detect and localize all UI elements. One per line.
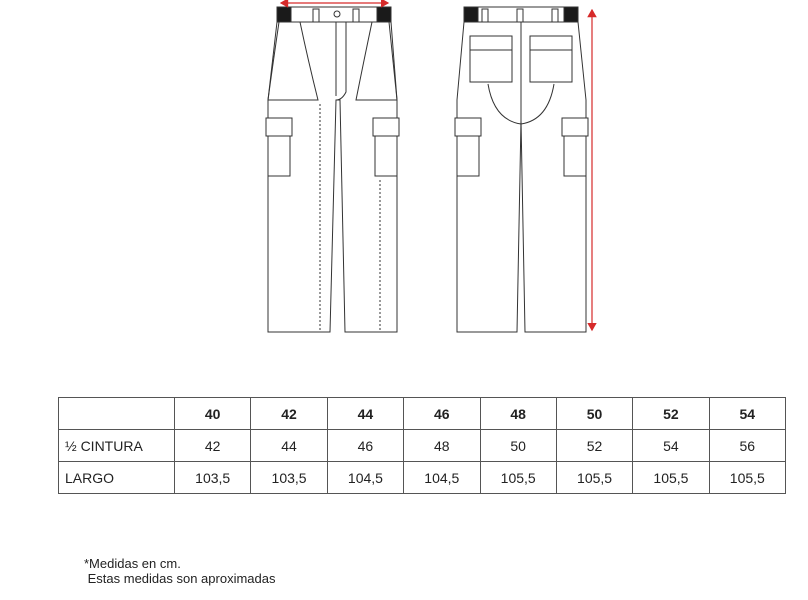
table-cell: 42 bbox=[175, 430, 251, 462]
note-units: *Medidas en cm. bbox=[84, 556, 181, 571]
size-header: 50 bbox=[556, 398, 632, 430]
table-header-row bbox=[59, 398, 786, 430]
table-cell: 105,5 bbox=[480, 462, 556, 494]
table-cell: 104,5 bbox=[404, 462, 480, 494]
note-approximate: Estas medidas son aproximadas bbox=[84, 571, 276, 586]
elastic-band-right bbox=[377, 7, 391, 22]
table-cell: 104,5 bbox=[327, 462, 403, 494]
table-cell: 48 bbox=[404, 430, 480, 462]
pants-back bbox=[455, 7, 588, 332]
table-cell: 103,5 bbox=[251, 462, 327, 494]
size-table bbox=[58, 397, 786, 494]
table-cell: 54 bbox=[633, 430, 709, 462]
table-cell: 105,5 bbox=[633, 462, 709, 494]
row-label: LARGO bbox=[59, 462, 175, 494]
table-cell: 50 bbox=[480, 430, 556, 462]
size-header: 52 bbox=[633, 398, 709, 430]
table-cell: 46 bbox=[327, 430, 403, 462]
elastic-band-left bbox=[277, 7, 291, 22]
table-cell: 52 bbox=[556, 430, 632, 462]
measurement-notes bbox=[84, 556, 275, 586]
table-cell: 103,5 bbox=[175, 462, 251, 494]
table-cell: 105,5 bbox=[556, 462, 632, 494]
table-cell: 44 bbox=[251, 430, 327, 462]
header-empty-cell bbox=[59, 398, 175, 430]
table-cell: 105,5 bbox=[709, 462, 785, 494]
size-header: 54 bbox=[709, 398, 785, 430]
size-header: 42 bbox=[251, 398, 327, 430]
row-label: ½ CINTURA bbox=[59, 430, 175, 462]
pants-front bbox=[266, 7, 399, 332]
size-header: 48 bbox=[480, 398, 556, 430]
table-row bbox=[59, 430, 786, 462]
size-header: 46 bbox=[404, 398, 480, 430]
size-header: 44 bbox=[327, 398, 403, 430]
table-cell: 56 bbox=[709, 430, 785, 462]
table-row bbox=[59, 462, 786, 494]
size-header: 40 bbox=[175, 398, 251, 430]
